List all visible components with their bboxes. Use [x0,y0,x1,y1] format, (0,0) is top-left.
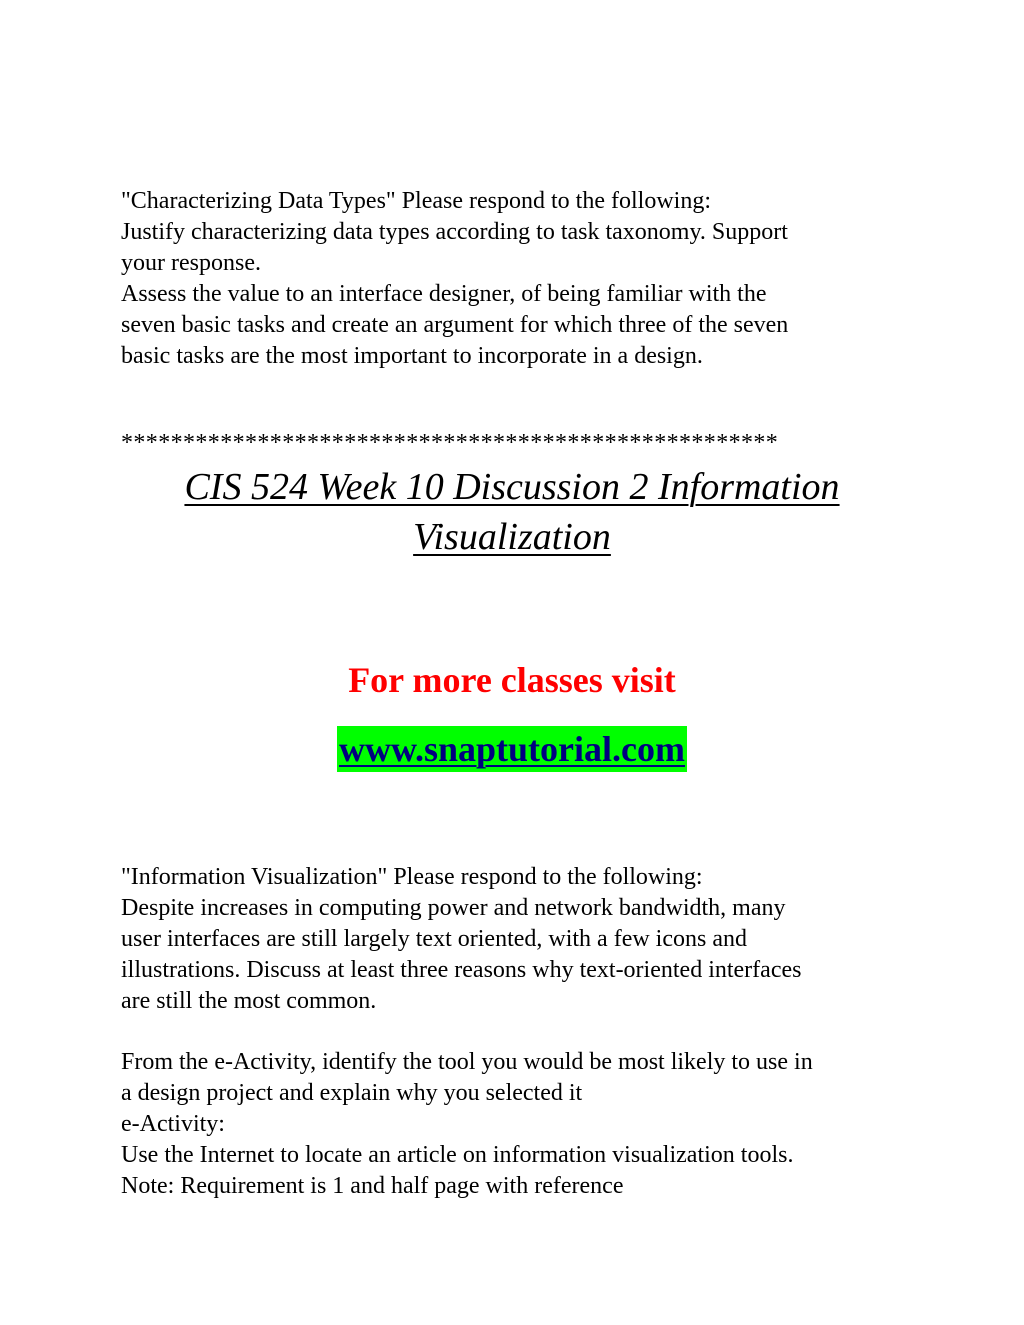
prompt-heading: "Characterizing Data Types" Please respond to the following: [121,188,711,214]
prompt-text-line: Justify characterizing data types according to task taxonomy. Support [121,219,788,245]
prompt-text-line: a design project and explain why you selected it [121,1080,583,1106]
separator-line: ***************************************************** [121,430,779,456]
prompt-text-line: your response. [121,250,261,276]
e-activity-label: e-Activity: [121,1111,225,1137]
prompt-text-line: From the e-Activity, identify the tool you would be most likely to use in [121,1049,813,1075]
prompt-text-line: basic tasks are the most important to incorporate in a design. [121,343,703,369]
prompt-text-line: Use the Internet to locate an article on information visualization tools. [121,1142,794,1168]
prompt-text-line: Assess the value to an interface designer, of being familiar with the [121,281,767,307]
prompt-text-line: Despite increases in computing power and network bandwidth, many [121,895,786,921]
prompt-text-line: are still the most common. [121,988,377,1014]
document-title-line-1: CIS 524 Week 10 Discussion 2 Information [184,466,840,508]
prompt-text-line: user interfaces are still largely text oriented, with a few icons and [121,926,747,952]
requirement-note: Note: Requirement is 1 and half page with reference [121,1173,624,1199]
snaptutorial-link[interactable]: www.snaptutorial.com [337,726,687,772]
prompt-heading: "Information Visualization" Please respond to the following: [121,864,703,890]
document-title-line-2: Visualization [413,516,611,558]
prompt-text-line: illustrations. Discuss at least three reasons why text-oriented interfaces [121,957,802,983]
prompt-text-line: seven basic tasks and create an argument for which three of the seven [121,312,789,338]
promo-text: For more classes visit [348,660,676,700]
promo-link-wrapper [0,726,1024,772]
